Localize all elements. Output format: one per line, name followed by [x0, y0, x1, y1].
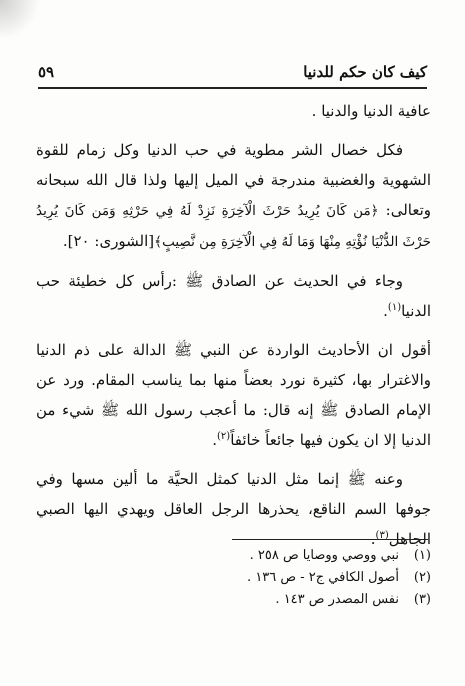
paragraph-5-text: وعنه ﷺ إنما مثل الدنيا كمثل الحيَّة ما ألين مسها وفي جوفها السم الناقع، يحذرها الرجل العاقل ويهدي اليها الصبي الجاهل [36, 470, 431, 548]
paragraph-1 [36, 96, 431, 126]
corner-smudge [0, 0, 40, 40]
footnote-text: أصول الكافي ج٢ - ص ١٣٦ . [247, 570, 399, 585]
footnotes [80, 545, 431, 611]
page-number: ٥٩ [38, 63, 55, 81]
paragraph-2 [36, 135, 431, 257]
paragraph-1-text: عافية الدنيا والدنيا . [311, 102, 431, 120]
paragraph-5 [36, 464, 431, 554]
header-rule [38, 87, 427, 89]
paragraph-2-text: فكل خصال الشر مطوية في حب الدنيا وكل زمام للقوة الشهوية والغضبية مندرجة في الميل إليها ولذا قال الله سبحانه وتعالى: [36, 141, 431, 219]
paragraph-3 [36, 266, 431, 326]
footnote-item [80, 545, 431, 567]
footnote-number: (١) [413, 548, 431, 563]
footnote-text: نفس المصدر ص ١٤٣ . [275, 592, 399, 607]
paragraph-5-end: . [370, 530, 376, 548]
footnote-ref-2: (٢) [217, 431, 231, 442]
running-header [38, 60, 427, 84]
footnote-text: نبي ووصي ووصايا ص ٢٥٨ . [249, 548, 399, 563]
quran-reference: [الشورى: ٢٠]. [62, 232, 155, 250]
paragraph-4 [36, 335, 431, 455]
footnote-ref-1: (١) [387, 302, 402, 313]
paragraph-3-end: . [383, 302, 388, 320]
paragraph-4-text: أقول ان الأحاديث الواردة عن النبي ﷺ الدالة على ذم الدنيا والاغترار بها، كثيرة نورد بعضاً منها بما يناسب المقام. ورد عن الإمام الصادق ﷺ إنه قال: ما أعجب رسول الله ﷺ شيء من الدنيا إلا ان يكون فيها جائعاً خائفاً [36, 341, 431, 449]
footnote-number: (٢) [413, 570, 431, 585]
quran-verse: ﴿مَن كَانَ يُرِيدُ حَرْثَ الْآخِرَةِ نَزِدْ لَهُ فِي حَرْثِهِ وَمَن كَانَ يُرِيدُ حَرْثَ الدُّنْيَا نُؤْتِهِ مِنْهَا وَمَا لَهُ فِي الْآخِرَةِ مِن نَّصِيبٍ﴾ [36, 203, 431, 250]
footnote-number: (٣) [413, 592, 431, 607]
paragraph-4-end: . [212, 431, 217, 449]
paragraph-3-text: وجاء في الحديث عن الصادق ﷺ :رأس كل خطيئة حب الدنيا [36, 272, 431, 320]
footnote-item [80, 589, 431, 611]
footnote-item [80, 567, 431, 589]
footnote-ref-3: (٣) [375, 530, 389, 541]
footnote-rule [232, 539, 428, 540]
header-title: كيف كان حكم للدنيا [303, 63, 427, 81]
main-text [36, 96, 431, 563]
